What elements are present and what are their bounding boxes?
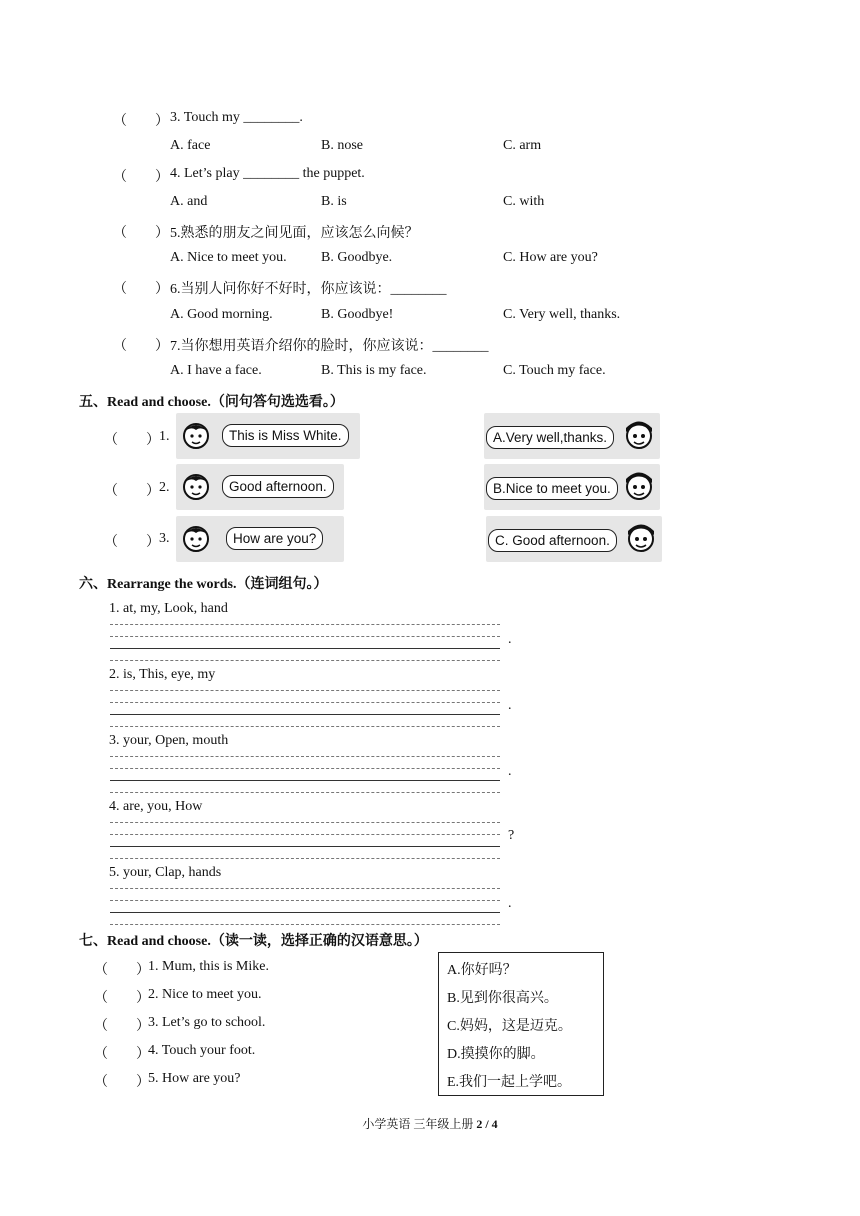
answer-line[interactable] (110, 912, 500, 913)
cartoon-girl-icon (179, 469, 213, 503)
speech-picture (176, 516, 344, 562)
end-punctuation: . (508, 764, 512, 779)
option-c: C. Touch my face. (503, 363, 606, 378)
answer-blank[interactable]: （ ） (113, 339, 169, 354)
answer-blank[interactable]: （ ） (113, 226, 169, 241)
sentence: 1. Mum, this is Mike. (148, 959, 269, 974)
page-footer (0, 1115, 860, 1132)
speech-bubble: This is Miss White. (222, 424, 349, 447)
writing-guide-line (110, 702, 500, 703)
answer-line[interactable] (110, 846, 500, 847)
answer-blank[interactable]: （ ） (94, 1047, 150, 1062)
question-number: 3. (159, 531, 170, 546)
reply-picture (486, 516, 662, 562)
speech-picture (176, 464, 344, 510)
answer-blank[interactable]: （ ） (113, 114, 169, 129)
writing-guide-line (110, 822, 500, 823)
option-a: A. Nice to meet you. (170, 250, 287, 265)
option-a: A. Good morning. (170, 307, 273, 322)
end-punctuation: ? (508, 828, 515, 843)
word-list: 4. are, you, How (109, 799, 203, 814)
answer-line[interactable] (110, 780, 500, 781)
cartoon-boy-icon (622, 468, 656, 502)
page-number: 2 / 4 (476, 1117, 498, 1131)
option-b: B.见到你很高兴。 (447, 991, 558, 1006)
option-b: B. nose (321, 138, 363, 153)
options-box (438, 952, 604, 1096)
question-text: 6.当别人问你好不好时，你应该说：________ (170, 282, 447, 297)
answer-blank[interactable]: （ ） (113, 170, 169, 185)
answer-blank[interactable]: （ ） (104, 433, 160, 448)
section-7-title: 七、Read and choose.（读一读，选择正确的汉语意思。） (79, 934, 428, 949)
option-b: B. Goodbye. (321, 250, 393, 265)
reply-bubble: A.Very well,thanks. (486, 426, 614, 449)
question-number: 1. (159, 429, 170, 444)
speech-bubble: How are you? (226, 527, 323, 550)
answer-blank[interactable]: （ ） (94, 1019, 150, 1034)
option-a: A. I have a face. (170, 363, 262, 378)
option-b: B. is (321, 194, 347, 209)
answer-blank[interactable]: （ ） (94, 963, 150, 978)
sentence: 5. How are you? (148, 1071, 241, 1086)
question-text: 7.当你想用英语介绍你的脸时，你应该说：________ (170, 339, 489, 354)
footer-text: 小学英语 三年级上册 (362, 1117, 477, 1131)
option-c: C. with (503, 194, 545, 209)
answer-blank[interactable]: （ ） (94, 1075, 150, 1090)
word-list: 2. is, This, eye, my (109, 667, 216, 682)
answer-blank[interactable]: （ ） (104, 484, 160, 499)
option-c: C. Very well, thanks. (503, 307, 621, 322)
cartoon-boy-icon (622, 417, 656, 451)
cartoon-girl-icon (179, 418, 213, 452)
cartoon-boy-icon (624, 520, 658, 554)
word-list: 5. your, Clap, hands (109, 865, 222, 880)
writing-guide-line (110, 900, 500, 901)
cartoon-girl-icon (179, 521, 213, 555)
reply-bubble: B.Nice to meet you. (486, 477, 618, 500)
writing-guide-line (110, 624, 500, 625)
writing-guide-line (110, 792, 500, 793)
question-number: 2. (159, 480, 170, 495)
sentence: 4. Touch your foot. (148, 1043, 256, 1058)
option-a: A.你好吗？ (447, 963, 517, 978)
writing-guide-line (110, 636, 500, 637)
option-e: E.我们一起上学吧。 (447, 1075, 572, 1090)
end-punctuation: . (508, 698, 512, 713)
reply-bubble: C. Good afternoon. (488, 529, 617, 552)
question-text: 5.熟悉的朋友之间见面，应该怎么向候？ (170, 226, 419, 241)
option-b: B. This is my face. (321, 363, 427, 378)
answer-blank[interactable]: （ ） (94, 991, 150, 1006)
section-5-title: 五、Read and choose.（问句答句选选看。） (79, 395, 344, 410)
answer-blank[interactable]: （ ） (104, 535, 160, 550)
option-a: A. and (170, 194, 208, 209)
option-b: B. Goodbye! (321, 307, 394, 322)
word-list: 1. at, my, Look, hand (109, 601, 228, 616)
writing-guide-line (110, 726, 500, 727)
word-list: 3. your, Open, mouth (109, 733, 229, 748)
writing-guide-line (110, 660, 500, 661)
writing-guide-line (110, 690, 500, 691)
end-punctuation: . (508, 896, 512, 911)
option-a: A. face (170, 138, 211, 153)
speech-bubble: Good afternoon. (222, 475, 334, 498)
answer-line[interactable] (110, 648, 500, 649)
speech-picture (176, 413, 360, 459)
reply-picture (484, 464, 660, 510)
sentence: 3. Let’s go to school. (148, 1015, 266, 1030)
reply-picture (484, 413, 660, 459)
question-text: 4. Let’s play ________ the puppet. (170, 166, 365, 181)
question-text: 3. Touch my ________. (170, 110, 303, 125)
option-c: C. How are you? (503, 250, 598, 265)
writing-guide-line (110, 834, 500, 835)
option-c: C. arm (503, 138, 542, 153)
end-punctuation: . (508, 632, 512, 647)
answer-line[interactable] (110, 714, 500, 715)
writing-guide-line (110, 756, 500, 757)
section-6-title: 六、Rearrange the words.（连词组句。） (79, 577, 328, 592)
writing-guide-line (110, 858, 500, 859)
option-c: C.妈妈，这是迈克。 (447, 1019, 572, 1034)
option-d: D.摸摸你的脚。 (447, 1047, 545, 1062)
sentence: 2. Nice to meet you. (148, 987, 262, 1002)
writing-guide-line (110, 888, 500, 889)
writing-guide-line (110, 768, 500, 769)
answer-blank[interactable]: （ ） (113, 282, 169, 297)
writing-guide-line (110, 924, 500, 925)
